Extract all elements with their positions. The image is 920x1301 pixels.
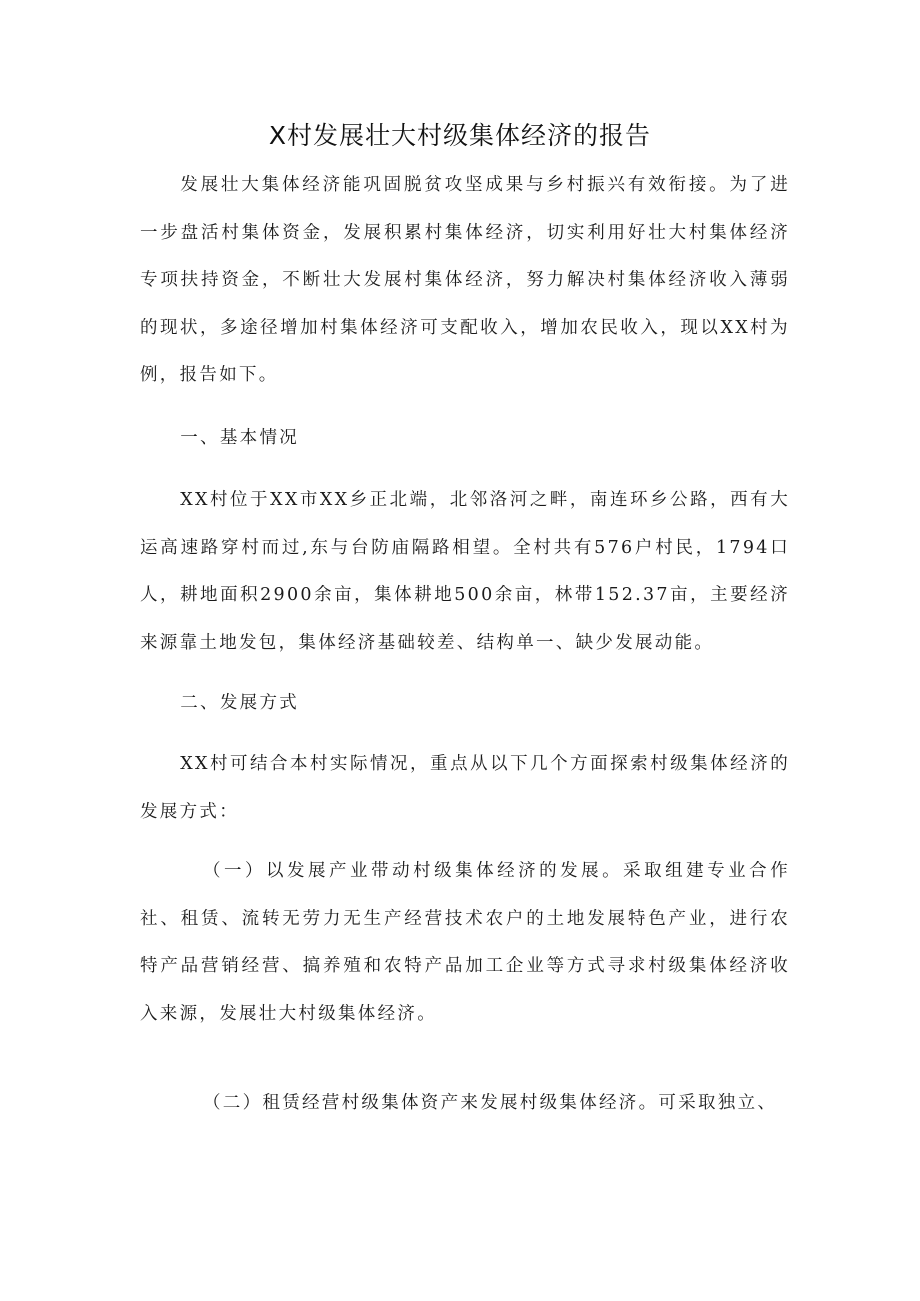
intro-paragraph: 发展壮大集体经济能巩固脱贫攻坚成果与乡村振兴有效衔接。为了进一步盘活村集体资金，发展积累村集体经济，切实利用好壮大村集体经济专项扶持资金，不断壮大发展村集体经济，努力解决村集体经济收入薄弱的现状，多途径增加村集体经济可支配收入，增加农民收入，现以XX村为例，报告如下。 (140, 175, 790, 385)
basic-info-paragraph: XX村位于XX市XX乡正北端，北邻洛河之畔，南连环乡公路，西有大运高速路穿村而过,东与台防庙隔路相望。全村共有576户村民，1794口人，耕地面积2900余亩，集体耕地500余亩，林带152.37亩，主要经济来源靠土地发包，集体经济基础较差、结构单一、缺少发展动能。 (140, 490, 790, 653)
list-item-leasing: （二）租赁经营村级集体资产来发展村级集体经济。可采取独立、 (203, 1093, 778, 1113)
document-title: X村发展壮大村级集体经济的报告 (268, 121, 652, 150)
list-item-industry: （一）以发展产业带动村级集体经济的发展。采取组建专业合作社、租赁、流转无劳力无生产经营技术农户的土地发展特色产业，进行农特产品营销经营、搞养殖和农特产品加工企业等方式寻求村级集体经济收入来源，发展壮大村级集体经济。 (140, 861, 790, 1024)
development-intro-paragraph: XX村可结合本村实际情况，重点从以下几个方面探索村级集体经济的发展方式： (140, 754, 790, 822)
section-heading-basic-info: 一、基本情况 (180, 428, 300, 448)
section-heading-development-methods: 二、发展方式 (180, 693, 300, 713)
